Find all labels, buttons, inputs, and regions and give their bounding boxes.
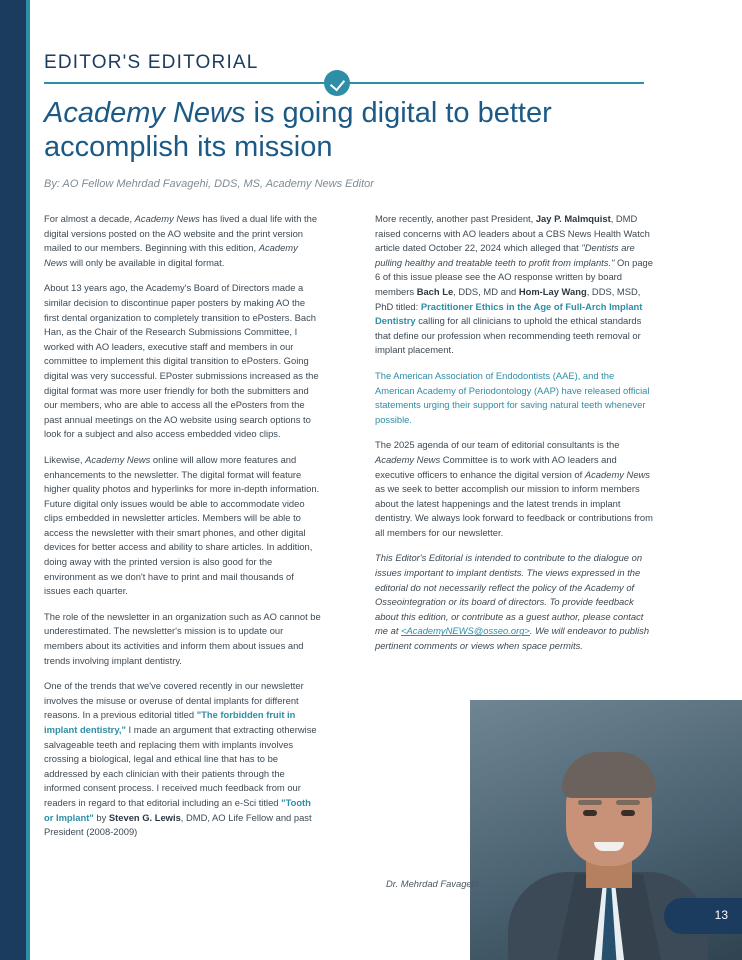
body-text: , DDS, MD and	[453, 285, 519, 297]
strong-text: Jay P. Malmquist	[535, 213, 611, 224]
body-text: On page 6 of this issue please see the AO response written by board members	[375, 256, 653, 297]
highlight-strong-text: Practitioner Ethics in the Age of Full-Arch Implant Dentistry	[375, 300, 643, 327]
body-text: More recently, another past President,	[375, 213, 536, 224]
body-paragraph	[375, 369, 653, 427]
emphasis-text: Academy News	[375, 453, 441, 465]
body-text: I made an argument that extracting otherwise salvageable teeth and replacing them with implants involves crossing a biological, legal and ethical line that has to be addressed by each clinician with their patients through the informed consent process. I received much feedback from our readers in regard to that editorial including an e-Sci titled	[44, 724, 317, 808]
body-text: , DDS, MSD, PhD titled:	[375, 285, 641, 312]
emphasis-text: "Dentists are pulling healthy and treatable teeth to profit from implants."	[375, 242, 635, 268]
page-number: 13	[714, 908, 728, 922]
checkmark-badge-icon	[324, 70, 350, 96]
body-text: For almost a decade,	[44, 213, 135, 224]
section-kicker: EDITOR'S EDITORIAL	[44, 52, 259, 73]
photo-mouth	[594, 842, 624, 851]
body-text: will only be available in digital format.	[67, 256, 225, 268]
emphasis-text: . We will endeavor to publish pertinent comments or views when space permits.	[375, 625, 650, 652]
byline: By: AO Fellow Mehrdad Favagehi, DDS, MS, Academy News Editor	[44, 178, 374, 190]
body-text: , DMD raised concerns with AO leaders about a CBS News Health Watch article dated October 22, 2024 which alleged that	[375, 213, 650, 254]
emphasis-text: Academy News	[44, 242, 298, 268]
photo-eyebrow-left	[578, 800, 602, 805]
left-navy-bar	[0, 0, 26, 960]
body-text: by	[93, 811, 109, 823]
body-column-right	[375, 212, 653, 665]
photo-hair	[562, 752, 656, 798]
strong-text: Steven G. Lewis	[108, 811, 181, 823]
emphasis-text: This Editor's Editorial is intended to contribute to the dialogue on issues important to implant dentists. The views expressed in the editorial do not necessarily reflect the policy of the Academy of Osseointegration or its board of directors. To provide feedback about this edition, or contribute as a guest author, please contact me at	[375, 552, 644, 637]
body-text: Likewise,	[44, 453, 86, 465]
highlight-strong-text: "Tooth or Implant"	[44, 796, 311, 823]
emphasis-text: Academy News	[584, 468, 650, 480]
strong-text: Bach Le	[416, 285, 454, 297]
photo-eye-right	[621, 810, 635, 816]
body-paragraph	[44, 610, 322, 668]
photo-caption: Dr. Mehrdad Favagehi	[386, 878, 479, 889]
body-text: has lived a dual life with the digital versions posted on the AO website and the print version mailed to our members. Beginning with this edition,	[44, 213, 318, 254]
page-number-badge	[664, 898, 742, 934]
left-teal-accent	[26, 0, 30, 960]
body-paragraph	[375, 551, 653, 653]
body-paragraph	[44, 679, 322, 840]
page-header	[44, 52, 684, 74]
body-paragraph	[44, 453, 322, 599]
body-text: About 13 years ago, the Academy's Board of Directors made a similar decision to discontinue paper posters by making AO the first dental organization to completely transition to ePosters. Bach Han, as the Chair of the Research Submissions Committee, I worked with AO leaders, executive staff and members in our committee to implement this digital transition to ePosters. Going digital was very successful. EPoster submissions increased as the digital format was more user friendly for both the submitters and our members, who are able to access all the ePosters from the past annual meetings on the AO website using search options to look for a subject and also access embedded video clips.	[44, 282, 319, 440]
highlight-text: The American Association of Endodontists (AAE), and the American Academy of Periodontology (AAP) have released official statements urging their support for saving natural teeth whenever possible.	[375, 369, 650, 425]
body-text: calling for all clinicians to uphold the ethical standards that define our profession when recommending teeth removal or implant placement.	[375, 315, 642, 356]
body-text: Committee is to work with AO leaders and executive officers to enhance the digital version of	[375, 453, 617, 480]
body-paragraph	[375, 438, 653, 540]
body-paragraph	[44, 281, 322, 442]
body-column-left	[44, 212, 322, 851]
headline-rest-part: is going digital to better accomplish its mission	[44, 97, 552, 163]
body-text: The 2025 agenda of our team of editorial consultants is the	[375, 439, 620, 451]
body-paragraph	[375, 212, 653, 358]
emphasis-text: Academy News	[85, 453, 151, 465]
photo-eyebrow-right	[616, 800, 640, 805]
body-text: online will allow more features and enhancements to the newsletter. The digital format will feature higher quality photos and hyperlinks for more in-depth information. Future digital only issues would be able to accommodate video clips embedded in newsletter articles. Members will be able to access the newsletter with their smart phones, and other digital devices for better access and ability to share articles. In addition, doing away with the printed version is also good for the environment as we don't have to print and mail thousands of issues each quarter.	[44, 453, 320, 597]
body-text: One of the trends that we've covered recently in our newsletter involves the misuse or overuse of dental implants for different reasons. In a previous editorial titled	[44, 680, 304, 721]
headline-italic-part: Academy News	[44, 97, 246, 129]
body-text: , DMD, AO Life Fellow and past President (2008-2009)	[44, 811, 312, 838]
body-paragraph	[44, 212, 322, 270]
strong-text: Hom-Lay Wang	[518, 285, 587, 297]
body-text: The role of the newsletter in an organization such as AO cannot be underestimated. The newsletter's mission is to update our members about its activities and inform them about issues and trends involving implant dentistry.	[44, 610, 321, 666]
page-title	[44, 96, 644, 164]
highlight-strong-text: "The forbidden fruit in implant dentistry,"	[44, 709, 296, 735]
email-link[interactable]: <AcademyNEWS@osseo.org>	[401, 625, 530, 637]
body-text: as we seek to better accomplish our mission to inform members about the latest happenings and the latest trends in implant dentistry. We always look forward to feedback or contributions from all members for our newsletter.	[375, 483, 653, 538]
emphasis-text: Academy News	[134, 213, 200, 224]
photo-eye-left	[583, 810, 597, 816]
